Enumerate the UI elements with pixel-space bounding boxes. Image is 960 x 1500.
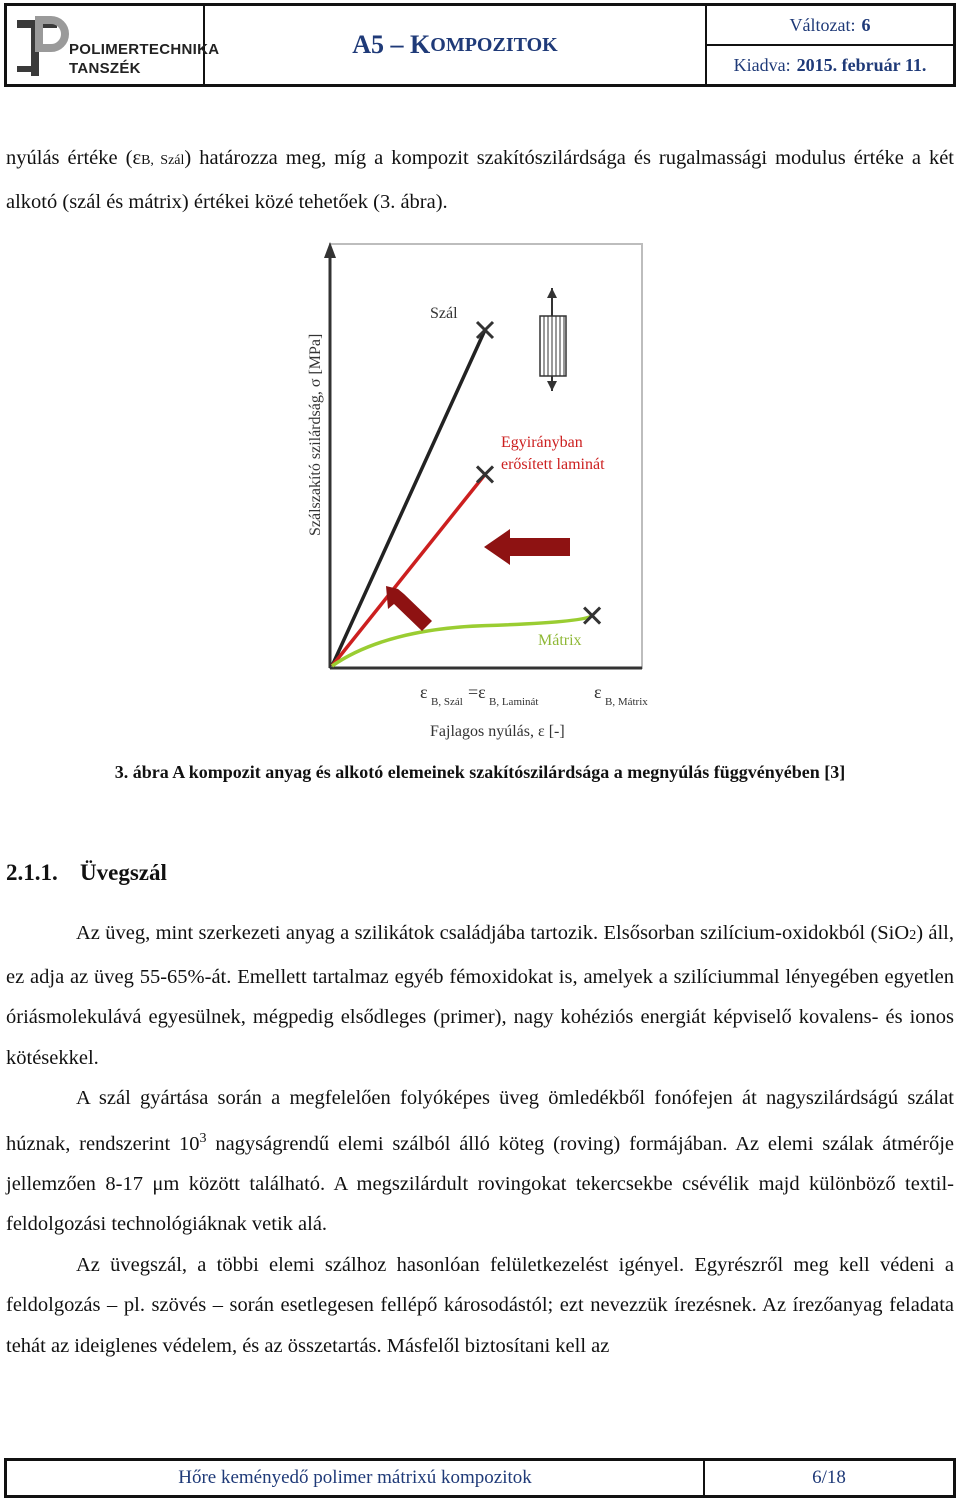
document-meta <box>707 6 953 84</box>
strength-strain-chart <box>290 236 670 746</box>
body-text <box>6 913 954 1366</box>
page-footer <box>4 1458 956 1498</box>
series-line-1 <box>332 474 485 666</box>
body-paragraph-1: Az üveg, mint szerkezeti anyag a szilikátok családjába tartozik. Elsősorban szilícium-oxidokból (SiO2) áll, ez adja az üveg 55-65%-át. Emellett tartalmaz egyéb fémoxidokat is, amelyek a szilíciummal lényegében egyetlen óriásmolekulává egyesülnek, mégpedig elsődleges (primer), nagy kohéziós energiát képviselő kovalens- és ionos kötésekkel. <box>6 922 954 1069</box>
y-axis-label: Szálszakító szilárdság, σ [MPa] <box>307 333 324 536</box>
section-heading <box>6 860 167 886</box>
body-paragraph-2: A szál gyártása során a megfelelően folyóképes üveg ömledékből fonófejen át nagyszilárdságú szálat húznak, rendszerint $10^3$ nagyságrendű elemi szálból álló köteg (roving) formájában. Az elemi szálak átmérője jellemzően 8-17 μm között található. A megszilárdult rovingokat tekercsekbe csévélik majd különböző textil-feldolgozási technológiáknak vetik alá. <box>6 1087 954 1236</box>
failure-marker-1 <box>477 466 493 482</box>
svg-text:B, Mátrix: B, Mátrix <box>605 696 648 708</box>
version-row: Változat: 6 <box>707 6 953 46</box>
left-arrow-icon <box>484 529 570 565</box>
diagonal-arrow-icon <box>386 586 432 631</box>
fiber-specimen-icon <box>540 288 566 391</box>
svg-text:=ε: =ε <box>468 682 486 702</box>
x-marker-labels <box>420 682 648 708</box>
figure-caption: 3. ábra A kompozit anyag és alkotó elemeinek szakítószilárdsága a megnyúlás függvényében [3] <box>114 762 846 782</box>
department-logo <box>7 6 220 84</box>
x-axis-label: Fajlagos nyúlás, ε [-] <box>430 723 565 740</box>
svg-text:ε: ε <box>420 682 428 702</box>
logo-text: POLIMERTECHNIKA TANSZÉK <box>69 41 220 77</box>
document-title: A5 – K OMPOZITOK <box>205 6 707 84</box>
failure-marker-0 <box>477 322 493 338</box>
svg-text:B, Laminát: B, Laminát <box>489 696 539 708</box>
body-paragraph-3: Az üvegszál, a többi elemi szálhoz hasonlóan felületkezelést igényel. Egyrészről meg kell védeni a feldolgozás – pl. szövés – során esetlegesen fellépő károsodástól; ezt nevezzük írezésnek. Az írezőanyag feladata tehát az ideiglenes védelem, és az összetartás. Másfelől biztosítani kell az <box>6 1253 954 1357</box>
label-szal: Szál <box>430 305 458 322</box>
strength-strain-figure <box>290 236 670 746</box>
svg-text:ε: ε <box>594 682 602 702</box>
page-header <box>4 3 956 87</box>
failure-marker-2 <box>584 608 600 624</box>
issued-row: Kiadva: 2015. február 11. <box>733 54 927 75</box>
label-laminate-1: Egyirányban <box>501 434 583 451</box>
section-number: 2.1.1. <box>6 860 58 885</box>
intro-paragraph: nyúlás értéke (εB, Szál) határozza meg, míg a kompozit szakítószilárdsága és rugalmassági modulus értéke a két alkotó (szál és mátrix) értékei közé tehetőek (3. ábra). <box>6 147 954 213</box>
footer-title: Hőre keményedő polimer mátrixú kompozitok <box>7 1461 705 1495</box>
page-number: 6/18 <box>812 1467 846 1488</box>
svg-text:B, Szál: B, Szál <box>431 696 463 708</box>
section-title: Üvegszál <box>80 860 167 885</box>
label-matrix: Mátrix <box>538 632 582 649</box>
label-laminate-2: erősített laminát <box>501 456 605 473</box>
